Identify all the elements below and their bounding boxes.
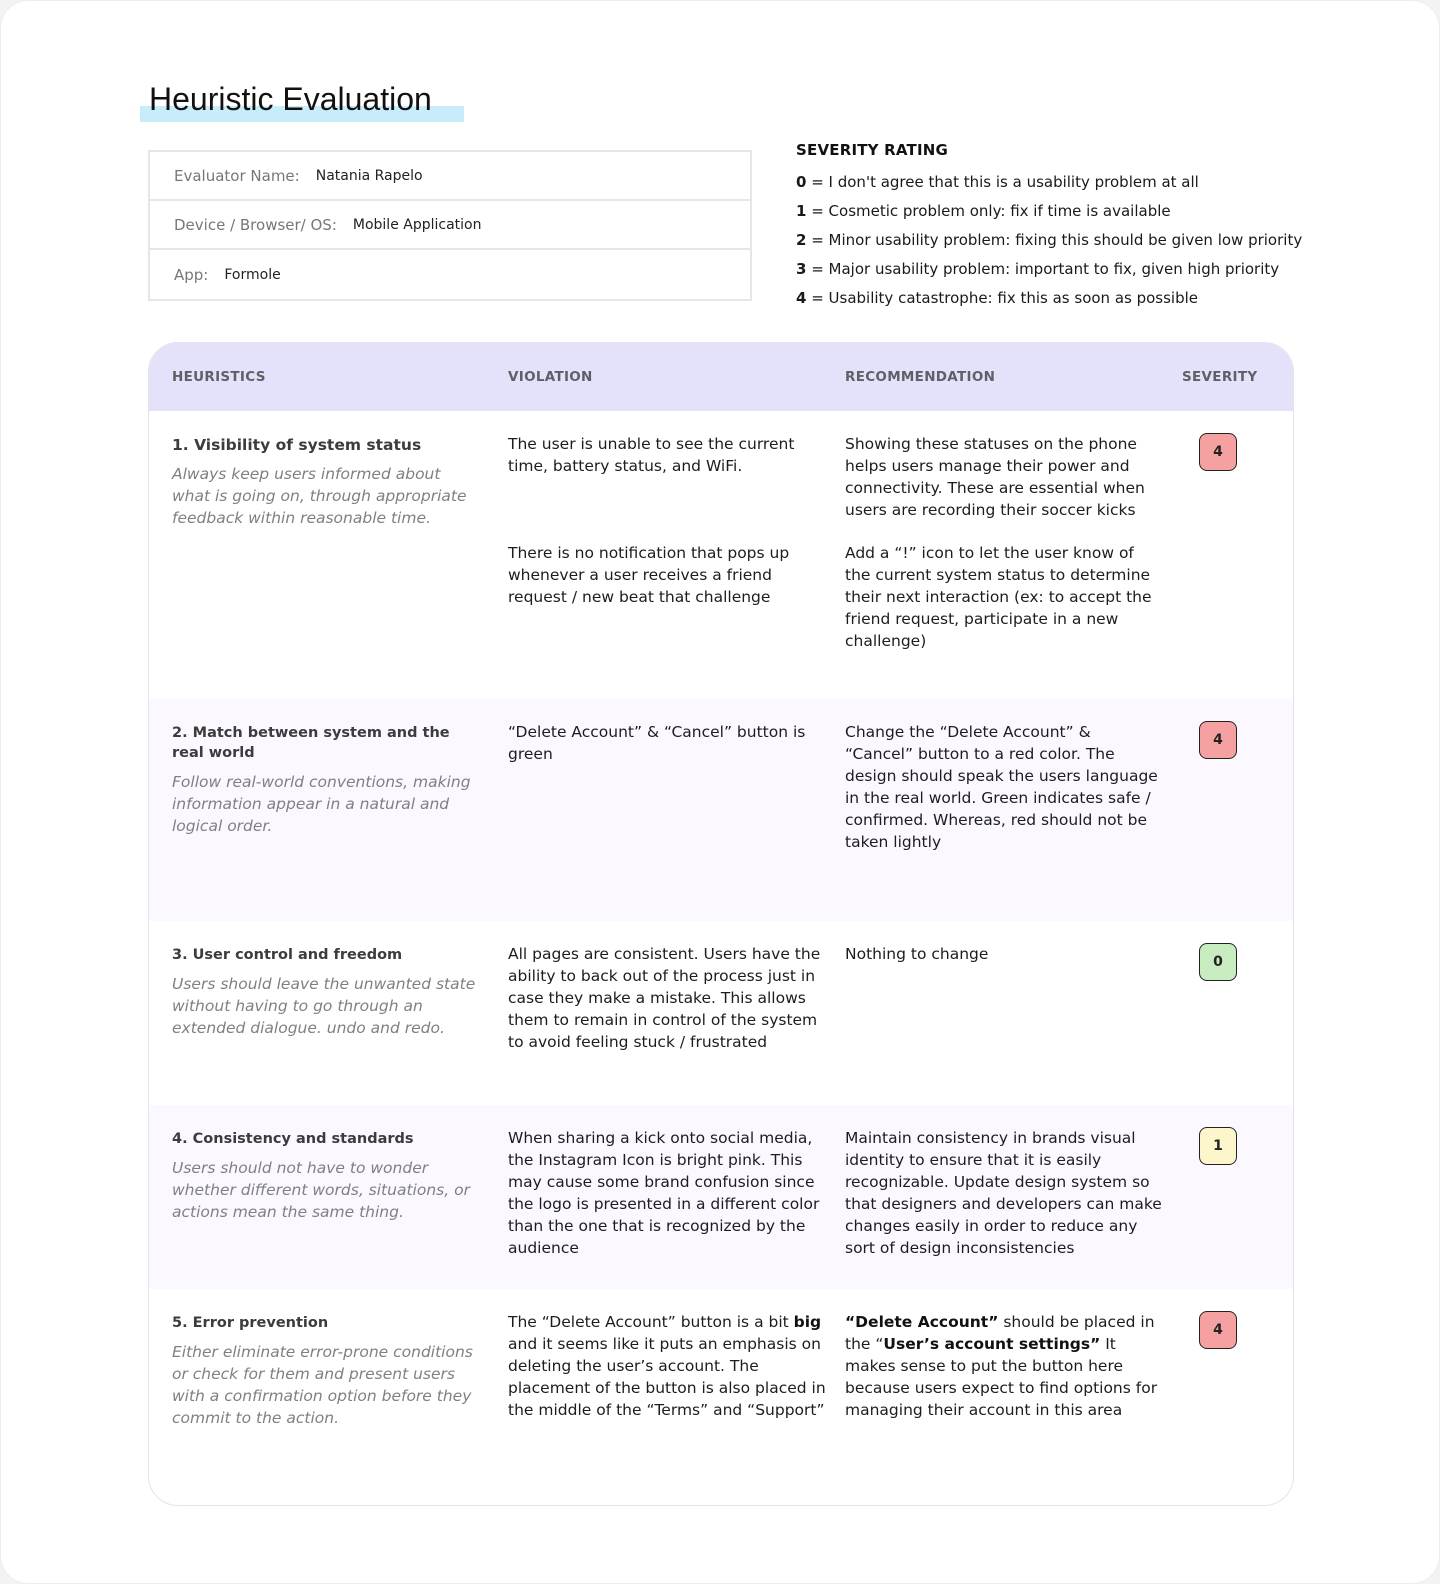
table-header (149, 343, 1293, 411)
heuristic-description: Follow real-world conventions, making information appear in a natural and logical order. (172, 773, 471, 835)
heuristic-description: Either eliminate error-prone conditions or check for them and present users with a confirmation option before they commit to the action. (172, 1343, 473, 1427)
recommendation-text: It makes sense to put the button here because users expect to find options for managing their account in this area (845, 1335, 1158, 1419)
severity-legend-num: 3 (796, 260, 807, 278)
table-row (149, 1289, 1293, 1505)
severity-legend-text: = Usability catastrophe: fix this as soon as possible (806, 289, 1199, 307)
severity-legend-item (796, 255, 1356, 284)
violation-cell: When sharing a kick onto social media, the Instagram Icon is bright pink. This may cause some brand confusion since the logo is presented in a different color than the one that is recognized by the audience (508, 1129, 820, 1257)
evaluator-row (150, 152, 750, 201)
table-row (149, 411, 1293, 699)
severity-legend-title: SEVERITY RATING (796, 141, 949, 159)
recommendation-text: should be placed in the “ (845, 1313, 1155, 1353)
severity-legend-num: 1 (796, 202, 807, 220)
heuristic-description: Users should leave the unwanted state without having to go through an extended dialogue. undo and redo. (172, 975, 476, 1037)
severity-badge: 4 (1199, 433, 1237, 471)
heuristic-cell (172, 1313, 487, 1429)
header-recommendation: RECOMMENDATION (845, 369, 996, 385)
heuristic-title: 4. Consistency and standards (172, 1131, 414, 1147)
device-label: Device / Browser/ OS: (174, 215, 337, 234)
severity-legend-num: 2 (796, 231, 807, 249)
severity-legend-text: = Major usability problem: important to fix, given high priority (806, 260, 1280, 278)
heuristic-cell (172, 1129, 487, 1223)
violation-text: The “Delete Account” button is a bit (508, 1313, 794, 1331)
heuristic-description: Users should not have to wonder whether different words, situations, or actions mean the same thing. (172, 1159, 470, 1221)
severity-badge: 4 (1199, 1311, 1237, 1349)
recommendation-cell: Maintain consistency in brands visual identity to ensure that it is easily recognizable. Update design system so that designers and developers can make changes easily in order to reduce any sort of design inconsistencies (845, 1129, 1162, 1257)
device-row (150, 201, 750, 250)
title-block (140, 79, 432, 119)
severity-legend-num: 0 (796, 173, 807, 191)
recommendation-cell: Add a “!” icon to let the user know of the current system status to determine their next interaction (ex: to accept the friend request, participate in a new challenge) (845, 544, 1152, 650)
heuristic-cell (172, 945, 482, 1039)
recommendation-emphasis: “Delete Account” (845, 1313, 999, 1331)
table-row (149, 699, 1293, 921)
recommendation-cell: Nothing to change (845, 945, 989, 963)
severity-legend (796, 141, 1356, 313)
evaluator-info-box (148, 150, 752, 301)
app-value: Formole (224, 266, 281, 283)
violation-emphasis: big (793, 1313, 822, 1331)
page-title: Heuristic Evaluation (149, 81, 432, 117)
severity-legend-item (796, 284, 1356, 313)
severity-legend-item (796, 197, 1356, 226)
severity-legend-item (796, 168, 1356, 197)
header-heuristics: HEURISTICS (172, 369, 266, 385)
severity-badge: 0 (1199, 943, 1237, 981)
app-label: App: (174, 265, 209, 284)
violation-cell: There is no notification that pops up whenever a user receives a friend request / new beat that challenge (508, 544, 790, 606)
violation-cell: “Delete Account” & “Cancel” button is green (508, 723, 806, 763)
recommendation-cell: Change the “Delete Account” & “Cancel” button to a red color. The design should speak the users language in the real world. Green indicates safe / confirmed. Whereas, red should not be taken lightly (845, 723, 1158, 851)
severity-badge: 1 (1199, 1127, 1237, 1165)
severity-legend-item (796, 226, 1356, 255)
severity-badge: 4 (1199, 721, 1237, 759)
heuristic-title (172, 723, 487, 763)
heuristic-title: 1. Visibility of system status (172, 436, 422, 454)
evaluation-table (148, 342, 1294, 1506)
evaluator-value: Natania Rapelo (315, 167, 423, 184)
evaluator-label: Evaluator Name: (174, 166, 300, 185)
severity-legend-text: = I don't agree that this is a usability problem at all (806, 173, 1199, 191)
violation-text: and it seems like it puts an emphasis on deleting the user’s account. The placement of the button is also placed in the middle of the “Terms” and “Support” (508, 1335, 826, 1419)
heuristic-description: Always keep users informed about what is going on, through appropriate feedback within reasonable time. (172, 465, 467, 527)
severity-legend-text: = Minor usability problem: fixing this should be given low priority (806, 231, 1303, 249)
recommendation-cell (845, 1311, 1163, 1421)
severity-legend-num: 4 (796, 289, 807, 307)
recommendation-cell: Showing these statuses on the phone helps users manage their power and connectivity. These are essential when users are recording their soccer kicks (845, 435, 1145, 519)
heuristic-cell (172, 723, 487, 837)
recommendation-emphasis: User’s account settings” (883, 1335, 1101, 1353)
severity-legend-text: = Cosmetic problem only: fix if time is available (806, 202, 1171, 220)
device-value: Mobile Application (352, 216, 482, 233)
heuristic-cell (172, 435, 477, 529)
violation-cell: All pages are consistent. Users have the ability to back out of the process just in case they make a mistake. This allows them to remain in control of the system to avoid feeling stuck / frustrated (508, 945, 821, 1051)
heuristic-title: 5. Error prevention (172, 1315, 329, 1331)
heuristic-title: 3. User control and freedom (172, 947, 403, 963)
violation-cell (508, 1311, 826, 1421)
heuristic-title-line: 2. Match between system and the (172, 725, 450, 741)
heuristic-title-line: real world (172, 745, 255, 761)
header-violation: VIOLATION (508, 369, 593, 385)
header-severity: SEVERITY (1182, 369, 1258, 385)
app-row (150, 250, 750, 299)
table-row (149, 921, 1293, 1105)
violation-cell: The user is unable to see the current time, battery status, and WiFi. (508, 435, 795, 475)
table-row (149, 1105, 1293, 1289)
